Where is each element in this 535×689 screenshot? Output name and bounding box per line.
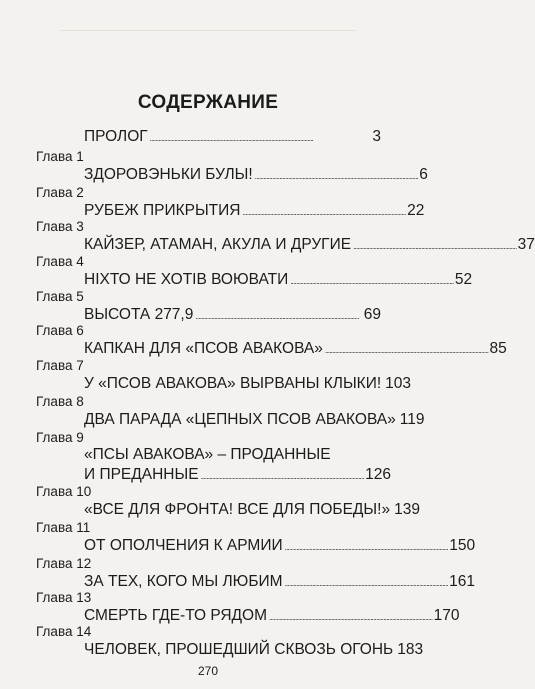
leader-dots: [195, 305, 361, 327]
toc-entry[interactable]: [84, 374, 412, 396]
chapter-label: Глава 2: [36, 185, 84, 200]
toc-entry-page: 103: [385, 375, 412, 392]
toc-entry-page: 170: [433, 607, 460, 624]
toc-entry-page: 52: [454, 271, 473, 288]
toc-entry-title: ПРОЛОГ: [84, 128, 148, 145]
toc-entry-title: ДВА ПАРАДА «ЦЕПНЫХ ПСОВ АВАКОВА»: [84, 411, 396, 428]
toc-entry-page: 126: [365, 466, 392, 483]
chapter-label: Глава 3: [36, 219, 84, 234]
leader-dots: [325, 339, 488, 361]
leader-dots: [290, 270, 453, 292]
toc-entry[interactable]: [84, 235, 535, 257]
toc-entry-title: «ПСЫ АВАКОВА» – ПРОДАННЫЕ: [84, 446, 331, 463]
toc-entry-page: 183: [397, 641, 424, 658]
toc-entry-title: НІХТО НЕ ХОТІВ ВОЮВАТИ: [84, 271, 289, 288]
toc-entry-page: 3: [372, 128, 381, 145]
chapter-label: Глава 5: [36, 289, 84, 304]
chapter-label: Глава 9: [36, 430, 84, 445]
toc-entry[interactable]: [84, 445, 392, 487]
chapter-label: Глава 8: [36, 394, 84, 409]
chapter-label: Глава 12: [36, 556, 92, 571]
chapter-label: Глава 13: [36, 590, 92, 605]
toc-entry-page: 37: [517, 236, 535, 253]
toc-entry[interactable]: [84, 536, 476, 558]
toc-entry[interactable]: [84, 572, 476, 594]
leader-dots: [242, 201, 405, 223]
header-rule: [60, 0, 356, 31]
toc-entry-title: РУБЕЖ ПРИКРЫТИЯ: [84, 202, 241, 219]
chapter-label: Глава 14: [36, 624, 92, 639]
toc-entry-page: 119: [399, 411, 425, 428]
toc-entry[interactable]: [84, 339, 507, 361]
toc-entry-title: КАПКАН ДЛЯ «ПСОВ АВАКОВА»: [84, 340, 323, 357]
toc-entry-prologue[interactable]: [84, 127, 381, 149]
toc-entry-title: ЗДОРОВЭНЬКИ БУЛЫ!: [84, 166, 253, 183]
chapter-label: Глава 11: [36, 520, 91, 535]
toc-entry-page: 22: [407, 202, 425, 219]
chapter-label: Глава 1: [36, 149, 84, 164]
toc-entry[interactable]: [84, 606, 460, 628]
toc-entry-page: 85: [489, 340, 507, 357]
toc-entry-page: 161: [449, 573, 476, 590]
leader-dots: [201, 465, 364, 487]
toc-entry[interactable]: [84, 500, 420, 522]
chapter-label: Глава 4: [36, 254, 84, 269]
chapter-label: Глава 7: [36, 358, 84, 373]
leader-dots: [285, 572, 448, 594]
toc-entry[interactable]: [84, 305, 381, 327]
toc-entry-title: ЗА ТЕХ, КОГО МЫ ЛЮБИМ: [84, 573, 283, 590]
toc-entry-title-continued: [84, 465, 392, 487]
toc-entry-title: «ВСЕ ДЛЯ ФРОНТА! ВСЕ ДЛЯ ПОБЕДЫ!»: [84, 501, 391, 518]
leader-dots: [285, 536, 448, 558]
toc-entry[interactable]: [84, 410, 425, 432]
toc-entry-title: ОТ ОПОЛЧЕНИЯ К АРМИИ: [84, 537, 283, 554]
toc-entry-title-line2: И ПРЕДАННЫЕ: [84, 466, 199, 483]
leader-dots: [353, 235, 516, 257]
toc-entry-page: 6: [419, 166, 428, 183]
leader-dots: [255, 165, 418, 187]
toc-entry[interactable]: [84, 640, 424, 662]
page-number: 270: [197, 664, 219, 678]
leader-dots: [269, 606, 432, 628]
toc-entry-title: У «ПСОВ АВАКОВА» ВЫРВАНЫ КЛЫКИ!: [84, 375, 382, 392]
toc-entry-page: 139: [394, 501, 420, 518]
toc-entry-page: 69: [363, 306, 381, 323]
toc-entry[interactable]: [84, 270, 473, 292]
toc-entry-page: 150: [449, 537, 476, 554]
page-title: СОДЕРЖАНИЕ: [137, 92, 279, 113]
toc-entry-title: ВЫСОТА 277,9: [84, 306, 194, 323]
chapter-label: Глава 6: [36, 323, 84, 338]
toc-entry-title: ЧЕЛОВЕК, ПРОШЕДШИЙ СКВОЗЬ ОГОНЬ: [84, 641, 394, 658]
toc-entry-title: КАЙЗЕР, АТАМАН, АКУЛА И ДРУГИЕ: [84, 236, 352, 253]
toc-entry-title: СМЕРТЬ ГДЕ-ТО РЯДОМ: [84, 607, 268, 624]
chapter-label: Глава 10: [36, 484, 92, 499]
toc-entry[interactable]: [84, 201, 425, 223]
leader-dots: [150, 127, 371, 149]
toc-entry[interactable]: [84, 165, 428, 187]
